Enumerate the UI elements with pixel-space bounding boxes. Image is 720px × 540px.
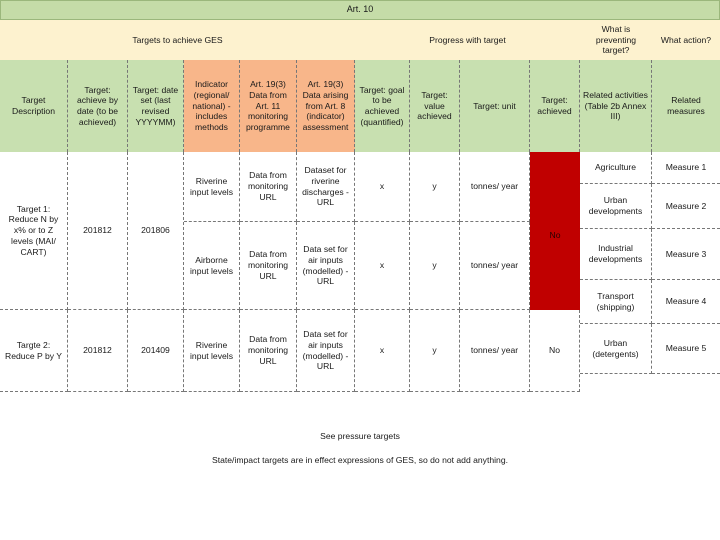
header-indicator: Indicator (regional/ national) - includes methods xyxy=(184,60,240,152)
note-pressure-targets: See pressure targets xyxy=(320,431,400,441)
header-value-achieved: Target: value achieved xyxy=(410,60,460,152)
header-target-description: Target Description xyxy=(0,60,68,152)
header-related-activities: Related activities (Table 2b Annex III) xyxy=(580,60,652,152)
target1-achieved-label: No xyxy=(549,229,561,240)
target2-description: Targte 2: Reduce P by Y xyxy=(0,310,68,392)
header-goal-value: Target: goal to be achieved (quantified) xyxy=(355,60,410,152)
activity-industrial-developments: Industrial developments xyxy=(580,229,652,280)
row3-dataset: Data set for air inputs (modelled) - URL xyxy=(297,310,355,392)
header-art19-assessment: Art. 19(3) Data arising from Art. 8 (indicator) assessment xyxy=(297,60,355,152)
activity-agriculture: Agriculture xyxy=(580,152,652,184)
row1-value: y xyxy=(410,152,460,222)
row1-indicator: Riverine input levels xyxy=(184,152,240,222)
row1-dataset: Dataset for riverine discharges - URL xyxy=(297,152,355,222)
group-header-targets-ges: Targets to achieve GES xyxy=(0,20,355,60)
measure-2: Measure 2 xyxy=(652,184,720,229)
target1-achieved-status xyxy=(530,152,580,310)
target1-achieve-by: 201812 xyxy=(68,152,128,310)
row2-value: y xyxy=(410,222,460,310)
row2-unit: tonnes/ year xyxy=(460,222,530,310)
header-unit: Target: unit xyxy=(460,60,530,152)
target1-date-set: 201806 xyxy=(128,152,184,310)
row1-unit: tonnes/ year xyxy=(460,152,530,222)
target2-achieve-by: 201812 xyxy=(68,310,128,392)
row3-indicator: Riverine input levels xyxy=(184,310,240,392)
header-achieve-by: Target: achieve by date (to be achieved) xyxy=(68,60,128,152)
target2-date-set: 201409 xyxy=(128,310,184,392)
header-achieved: Target: achieved xyxy=(530,60,580,152)
row2-dataset: Data set for air inputs (modelled) - URL xyxy=(297,222,355,310)
row3-unit: tonnes/ year xyxy=(460,310,530,392)
activity-transport-shipping: Transport (shipping) xyxy=(580,280,652,324)
row2-indicator: Airborne input levels xyxy=(184,222,240,310)
header-art19-monitoring: Art. 19(3) Data from Art. 11 monitoring programme xyxy=(240,60,297,152)
row1-data: Data from monitoring URL xyxy=(240,152,297,222)
measure-3: Measure 3 xyxy=(652,229,720,280)
row3-data: Data from monitoring URL xyxy=(240,310,297,392)
row3-value: y xyxy=(410,310,460,392)
measure-4: Measure 4 xyxy=(652,280,720,324)
activity-urban-developments: Urban developments xyxy=(580,184,652,229)
row3-goal: x xyxy=(355,310,410,392)
measure-1: Measure 1 xyxy=(652,152,720,184)
note-state-impact-targets: State/impact targets are in effect expressions of GES, so do not add anything. xyxy=(211,455,509,465)
header-action: What action? xyxy=(652,20,720,60)
row2-goal: x xyxy=(355,222,410,310)
table-title: Art. 10 xyxy=(0,0,720,20)
measure-5: Measure 5 xyxy=(652,324,720,374)
target1-description: Target 1: Reduce N by x% or to Z levels (MAI/ CART) xyxy=(0,152,68,310)
header-preventing: What is preventing target? xyxy=(580,20,652,60)
header-related-measures: Related measures xyxy=(652,60,720,152)
header-date-set: Target: date set (last revised YYYYMM) xyxy=(128,60,184,152)
row1-goal: x xyxy=(355,152,410,222)
target2-achieved-status: No xyxy=(530,310,580,392)
row2-data: Data from monitoring URL xyxy=(240,222,297,310)
group-header-progress: Progress with target xyxy=(355,20,580,60)
activity-urban-detergents: Urban (detergents) xyxy=(580,324,652,374)
